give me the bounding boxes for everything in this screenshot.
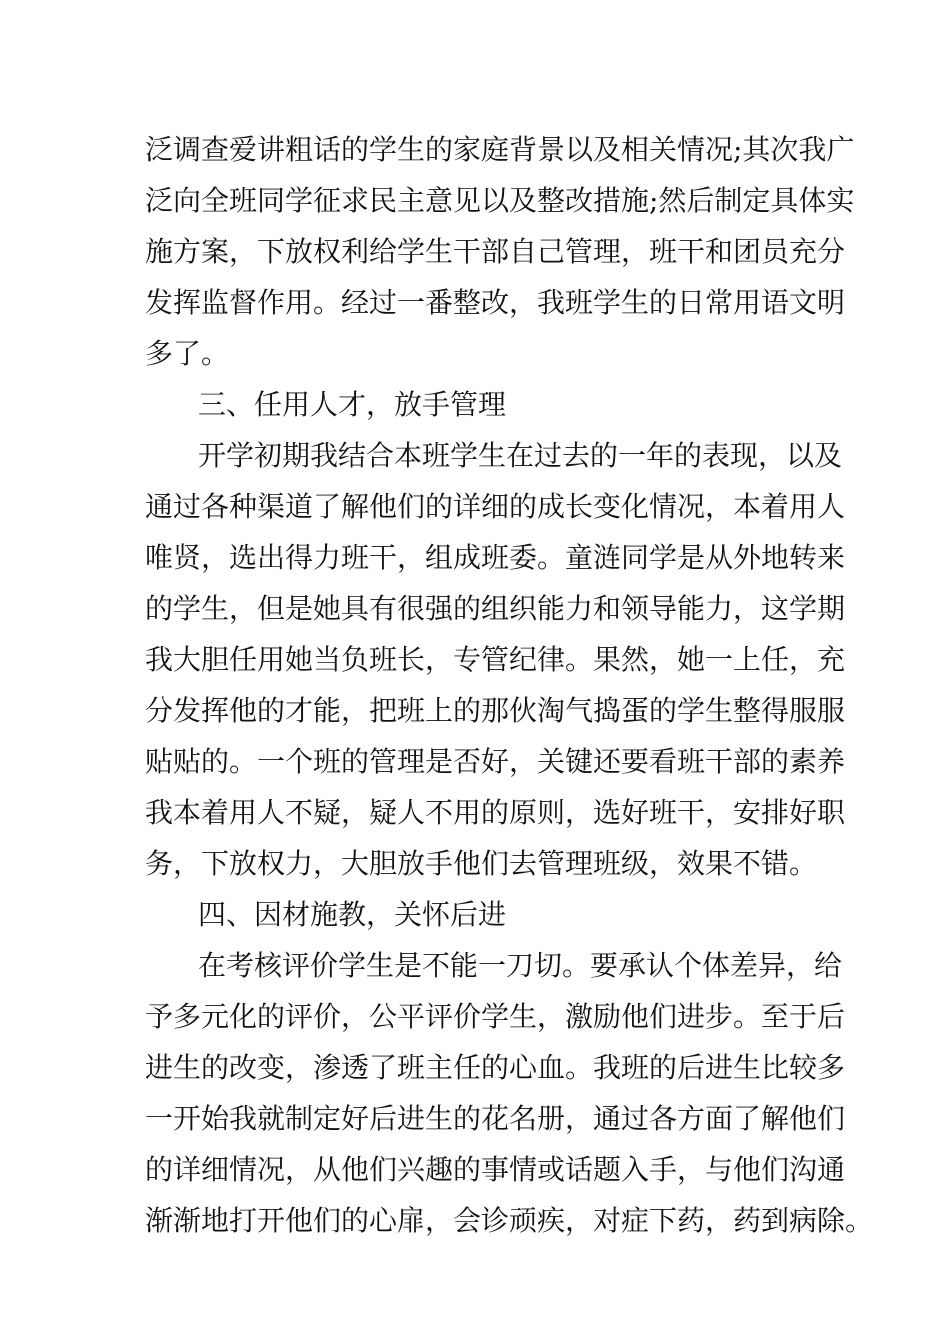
text-line: 多了。: [145, 337, 230, 370]
text-line: 唯贤，选出得力班干，组成班委。童涟同学是从外地转来: [145, 541, 846, 574]
text-line: 予多元化的评价，公平评价学生，激励他们进步。至于后: [145, 1000, 846, 1033]
text-line: 我大胆任用她当负班长，专管纪律。果然，她一上任，充: [145, 643, 846, 676]
text-line: 我本着用人不疑，疑人不用的原则，选好班干，安排好职: [145, 796, 846, 829]
text-line: 进生的改变，渗透了班主任的心血。我班的后进生比较多: [145, 1051, 846, 1084]
text-line: 通过各种渠道了解他们的详细的成长变化情况，本着用人: [145, 490, 846, 523]
text-line: 贴贴的。一个班的管理是否好，关键还要看班干部的素养: [145, 745, 846, 778]
text-line: 一开始我就制定好后进生的花名册，通过各方面了解他们: [145, 1102, 846, 1135]
body-text: [145, 124, 874, 1246]
text-line: 的详细情况，从他们兴趣的事情或话题入手，与他们沟通: [145, 1153, 846, 1186]
text-line: 泛向全班同学征求民主意见以及整改措施;然后制定具体实: [145, 184, 855, 217]
paragraph-start-line: 在考核评价学生是不能一刀切。要承认个体差异，给: [198, 949, 843, 982]
text-line: 渐渐地打开他们的心扉，会诊顽疾，对症下药，药到病除。: [145, 1204, 874, 1237]
text-line: 发挥监督作用。经过一番整改，我班学生的日常用语文明: [145, 286, 846, 319]
text-line: 分发挥他的才能，把班上的那伙淘气捣蛋的学生整得服服: [145, 694, 846, 727]
text-line: 的学生，但是她具有很强的组织能力和领导能力，这学期: [145, 592, 846, 625]
text-line: 施方案，下放权利给学生干部自己管理，班干和团员充分: [145, 235, 846, 268]
section-heading: 四、因材施教，关怀后进: [198, 898, 507, 931]
paragraph-start-line: 开学初期我结合本班学生在过去的一年的表现，以及: [198, 439, 843, 472]
section-heading: 三、任用人才，放手管理: [198, 388, 507, 421]
text-line: 泛调查爱讲粗话的学生的家庭背景以及相关情况;其次我广: [145, 133, 855, 166]
text-line: 务，下放权力，大胆放手他们去管理班级，效果不错。: [145, 847, 818, 880]
